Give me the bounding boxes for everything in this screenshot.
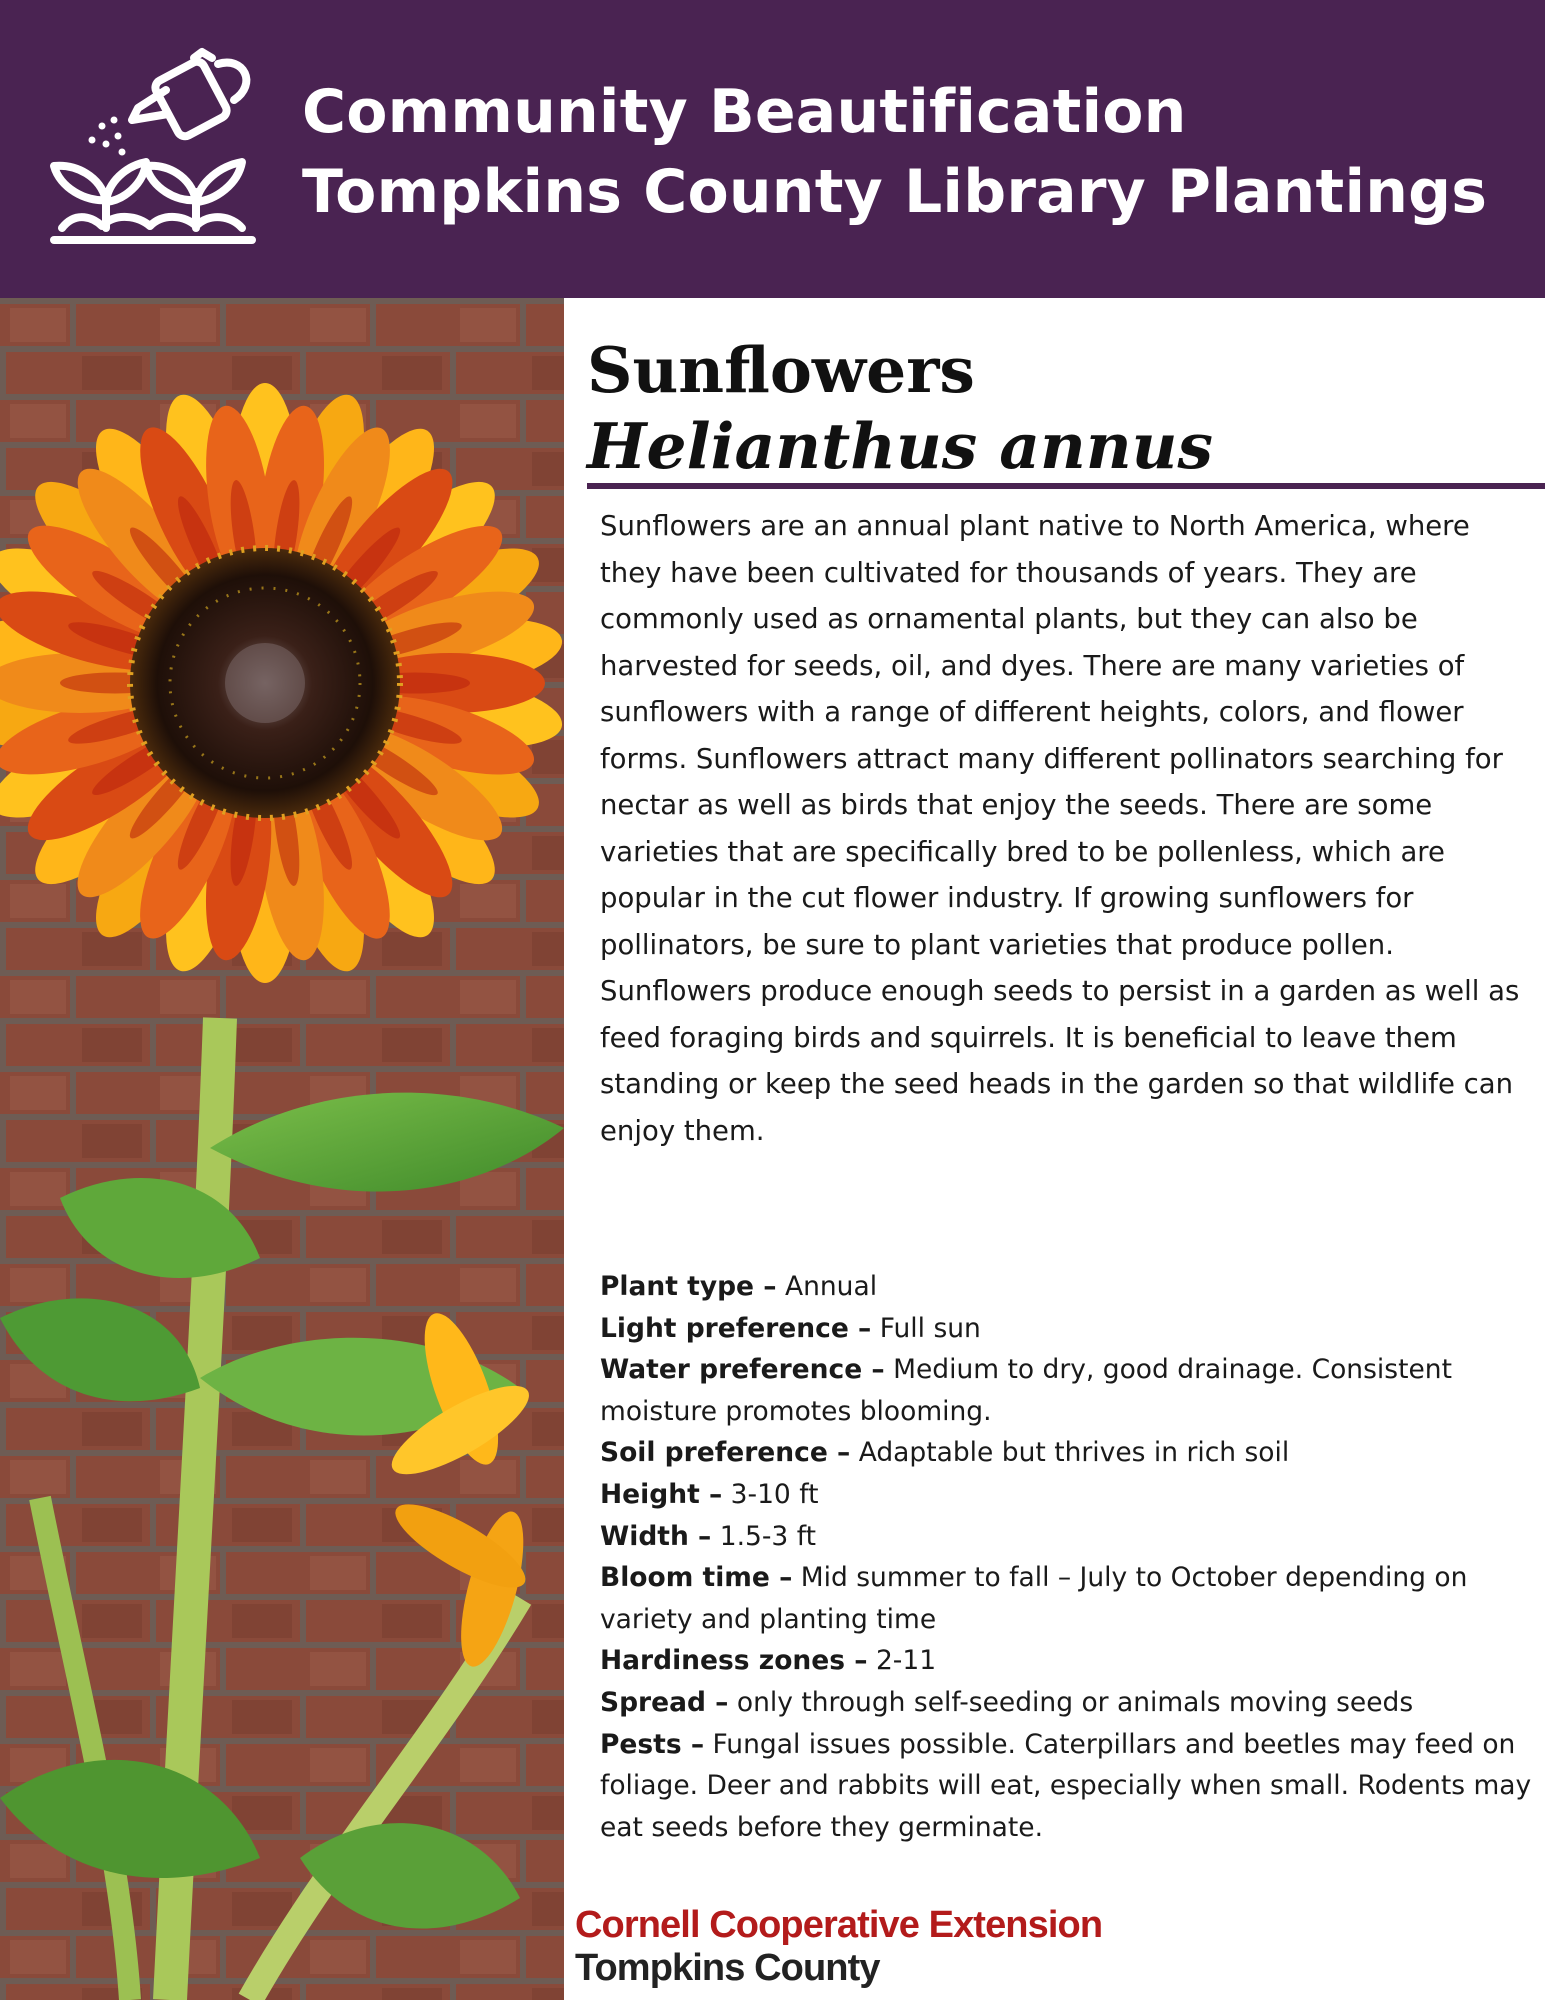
plant-info-panel <box>564 298 1545 2000</box>
fact-bloom-time <box>600 1557 1540 1640</box>
fact-value: Annual <box>776 1271 878 1302</box>
fact-value: 2-11 <box>867 1645 937 1677</box>
fact-soil-preference <box>600 1432 1540 1474</box>
fact-label: Height – <box>600 1478 723 1510</box>
footer-logo <box>575 1902 1102 1988</box>
watering-can-seedlings-icon <box>46 42 260 254</box>
plant-facts-list <box>600 1266 1540 1848</box>
fact-value: Fungal issues possible. Caterpillars and beetles may feed on foliage. Deer and rabbits will eat, especially when small. Rodents may eat seeds before they germinate. <box>600 1728 1532 1843</box>
fact-width <box>600 1516 1540 1558</box>
fact-plant-type <box>600 1266 1540 1308</box>
fact-value: Adaptable but thrives in rich soil <box>850 1437 1290 1469</box>
plant-description: Sunflowers are an annual plant native to North America, where they have been cultivated for thousands of years. They are commonly used as ornamental plants, but they can also be harvested for seeds, oil, and dyes. There are many varieties of sunflowers with a range of different heights, colors, and flower forms. Sunflowers attract many different pollinators searching for nectar as well as birds that enjoy the seeds. There are some varieties that are specifically bred to be pollenless, which are popular in the cut flower industry. If growing sunflowers for pollinators, be sure to plant varieties that produce pollen. Sunflowers produce enough seeds to persist in a garden as well as feed foraging birds and squirrels. It is beneficial to leave them standing or keep the seed heads in the garden so that wildlife can enjoy them. <box>600 510 1520 1147</box>
sunflower-photo <box>0 298 564 2000</box>
footer-county-name: Tompkins County <box>575 1947 880 1989</box>
fact-water-preference <box>600 1349 1540 1432</box>
fact-label: Pests – <box>600 1728 705 1760</box>
footer-org-name: Cornell Cooperative Extension <box>575 1904 1103 1946</box>
fact-light-preference <box>600 1308 1540 1350</box>
fact-label: Bloom time – <box>600 1562 793 1594</box>
fact-value: Mid summer to fall – July to October depending on variety and planting time <box>600 1562 1468 1635</box>
fact-value: Medium to dry, good drainage. Consistent moisture promotes blooming. <box>600 1354 1452 1427</box>
fact-label: Soil preference – <box>600 1437 851 1469</box>
fact-value: 1.5-3 ft <box>711 1520 816 1552</box>
fact-label: Spread – <box>600 1686 729 1718</box>
common-name: Sunflowers <box>587 333 975 407</box>
fact-hardiness-zones <box>600 1640 1540 1682</box>
fact-label: Plant type – <box>600 1271 777 1302</box>
header-title <box>302 72 1487 232</box>
header-title-line2: Tompkins County Library Plantings <box>302 157 1488 227</box>
plant-name-heading <box>587 332 1213 484</box>
fact-label: Water preference – <box>600 1354 885 1386</box>
fact-label: Hardiness zones – <box>600 1645 868 1677</box>
fact-label: Light preference – <box>600 1312 872 1344</box>
fact-value: 3-10 ft <box>722 1478 819 1510</box>
latin-name: Helianthus annus <box>587 409 1213 483</box>
fact-spread <box>600 1682 1540 1724</box>
fact-label: Width – <box>600 1520 712 1552</box>
fact-value: only through self-seeding or animals moving seeds <box>728 1686 1414 1718</box>
header-banner <box>0 0 1545 298</box>
fact-value: Full sun <box>871 1312 981 1344</box>
header-title-line1: Community Beautification <box>302 77 1187 147</box>
heading-divider <box>587 483 1545 489</box>
fact-pests <box>600 1724 1540 1849</box>
fact-height <box>600 1474 1540 1516</box>
